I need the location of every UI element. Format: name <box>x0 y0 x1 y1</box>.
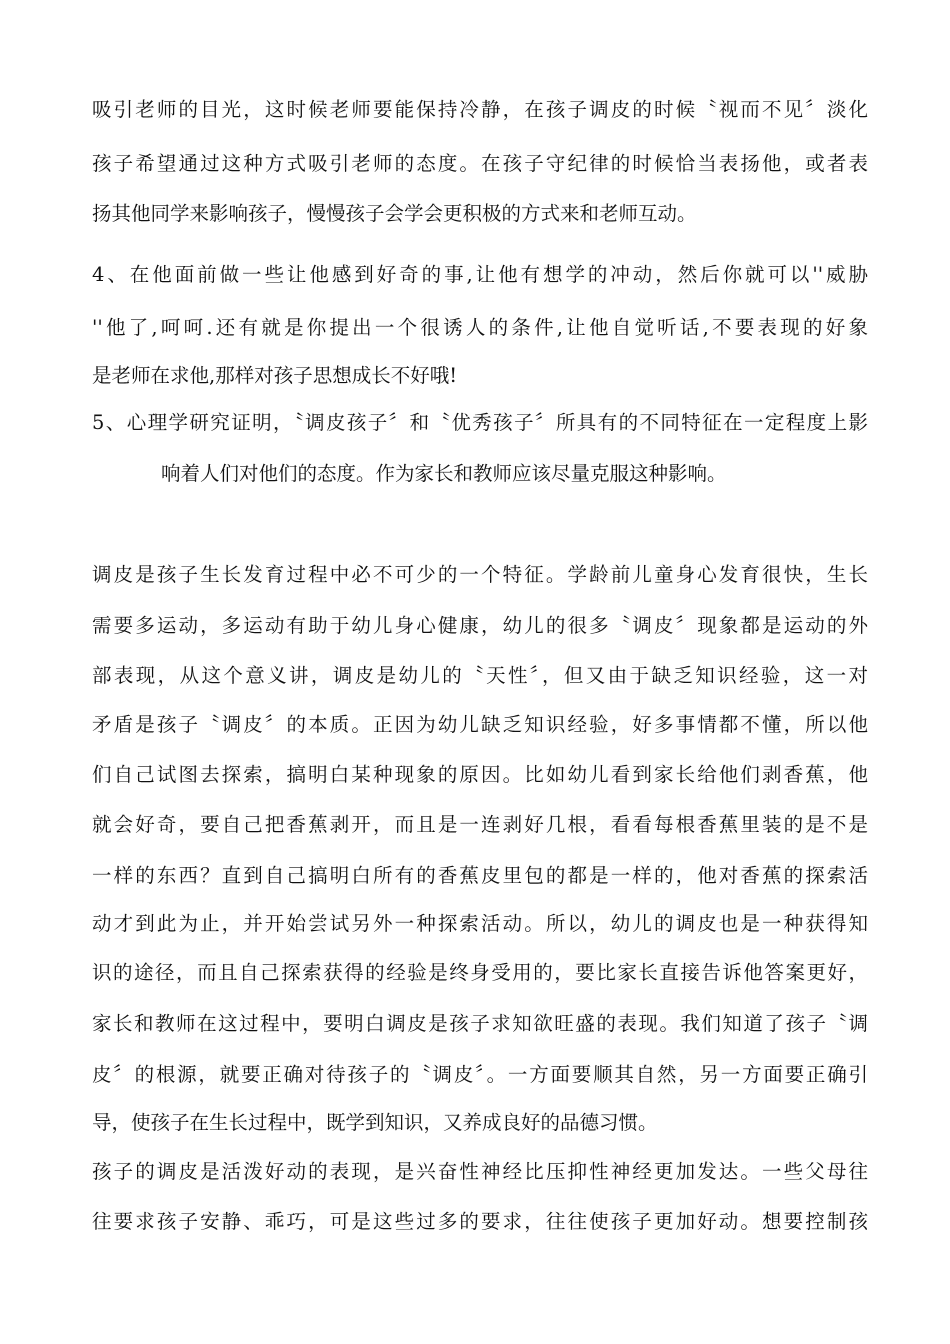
text-line: 部表现，从这个意义讲，调皮是幼儿的〝天性〞，但又由于缺乏知识经验，这一对 <box>92 664 868 687</box>
text-line: 响着人们对他们的态度。作为家长和教师应该尽量克服这种影响。 <box>161 462 727 485</box>
text-line: 皮〞的根源，就要正确对待孩子的〝调皮〞。一方面要顺其自然，另一方面要正确引 <box>92 1063 868 1086</box>
text-line: 导，使孩子在生长过程中，既学到知识，又养成良好的品德习惯。 <box>92 1111 658 1134</box>
text-line: ''他了,呵呵.还有就是你提出一个很诱人的条件,让他自觉听话,不要表现的好象 <box>92 316 868 339</box>
text-line: 识的途径，而且自己探索获得的经验是终身受用的，要比家长直接告诉他答案更好， <box>92 961 868 984</box>
text-line: 5、心理学研究证明，〝调皮孩子〞和〝优秀孩子〞所具有的不同特征在一定程度上影 <box>92 411 868 434</box>
text-line: 吸引老师的目光，这时候老师要能保持冷静，在孩子调皮的时候〝视而不见〞淡化 <box>92 98 868 121</box>
text-line: 是老师在求他,那样对孩子思想成长不好哦! <box>92 364 458 387</box>
text-line: 就会好奇，要自己把香蕉剥开，而且是一连剥好几根，看看每根香蕉里装的是不是 <box>92 813 868 836</box>
text-line: 孩子希望通过这种方式吸引老师的态度。在孩子守纪律的时候恰当表扬他，或者表 <box>92 152 868 175</box>
text-line: 动才到此为止，并开始尝试另外一种探索活动。所以，幼儿的调皮也是一种获得知 <box>92 912 868 935</box>
text-line: 扬其他同学来影响孩子，慢慢孩子会学会更积极的方式来和老师互动。 <box>92 202 697 225</box>
text-line: 往要求孩子安静、乖巧，可是这些过多的要求，往往使孩子更加好动。想要控制孩 <box>92 1210 868 1233</box>
text-line: 需要多运动，多运动有助于幼儿身心健康，幼儿的很多〝调皮〞现象都是运动的外 <box>92 614 868 637</box>
text-line: 家长和教师在这过程中，要明白调皮是孩子求知欲旺盛的表现。我们知道了孩子〝调 <box>92 1012 868 1035</box>
text-line: 们自己试图去探索，搞明白某种现象的原因。比如幼儿看到家长给他们剥香蕉，他 <box>92 763 868 786</box>
text-line: 孩子的调皮是活泼好动的表现，是兴奋性神经比压抑性神经更加发达。一些父母往 <box>92 1160 868 1183</box>
text-line: 矛盾是孩子〝调皮〞的本质。正因为幼儿缺乏知识经验，好多事情都不懂，所以他 <box>92 713 868 736</box>
text-line: 一样的东西？直到自己搞明白所有的香蕉皮里包的都是一样的，他对香蕉的探索活 <box>92 864 868 887</box>
text-line: 4、在他面前做一些让他感到好奇的事,让他有想学的冲动，然后你就可以''威胁 <box>92 263 868 286</box>
text-line: 调皮是孩子生长发育过程中必不可少的一个特征。学龄前儿童身心发育很快，生长 <box>92 563 868 586</box>
